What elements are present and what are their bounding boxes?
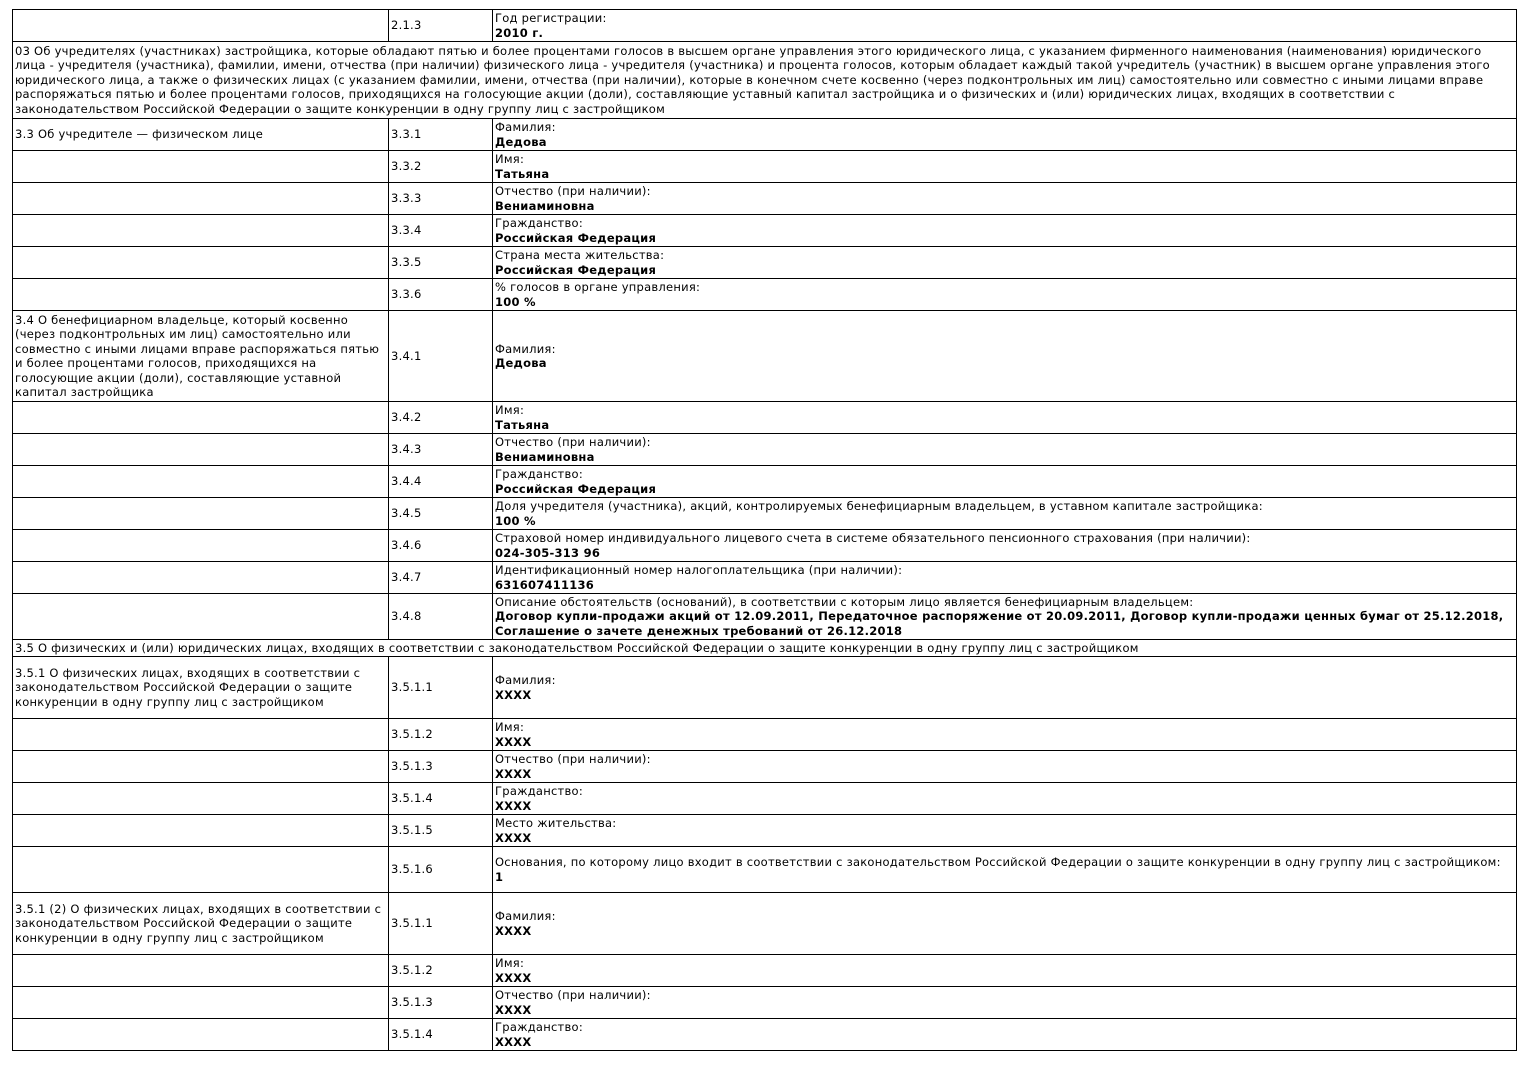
row-content — [493, 10, 1517, 42]
table-row — [13, 657, 1517, 719]
row-code: 3.5.1.3 — [389, 751, 493, 783]
field-label: Гражданство: — [495, 1020, 583, 1034]
row-code: 3.4.1 — [389, 311, 493, 402]
section-3-4-title: 3.4 О бенефициарном владельце, который косвенно (через подконтрольных им лиц) самостоятельно или совместно с иными лицами вправе распоряжаться пятью и более процентами голосов, приходящихся на голосующие акции (доли), составляющие уставной капитал застройщика — [13, 311, 389, 402]
row-content — [493, 311, 1517, 402]
field-value: 024-305-313 96 — [495, 545, 601, 560]
field-value: 100 % — [495, 294, 536, 309]
section-cell — [13, 10, 389, 42]
field-value: Договор купли-продажи акций от 12.09.2011, Передаточное распоряжение от 20.09.2011, Договор купли-продажи ценных бумаг от 25.12.2018, Соглашение о зачете денежных требований от 26.12.2018 — [495, 609, 1504, 638]
field-value: XXXX — [495, 734, 532, 749]
row-code: 3.3.3 — [389, 183, 493, 215]
row-content — [493, 530, 1517, 562]
field-value: Дедова — [495, 356, 547, 370]
table-row — [13, 247, 1517, 279]
row-content — [493, 151, 1517, 183]
row-code: 3.4.7 — [389, 562, 493, 594]
table-row — [13, 751, 1517, 783]
section-cell — [13, 466, 389, 498]
section-cell — [13, 987, 389, 1019]
row-content — [493, 215, 1517, 247]
row-code: 3.4.4 — [389, 466, 493, 498]
table-row — [13, 594, 1517, 640]
table-row — [13, 311, 1517, 402]
table-row — [13, 151, 1517, 183]
row-code: 3.5.1.4 — [389, 783, 493, 815]
table-row — [13, 562, 1517, 594]
field-label: Фамилия: — [495, 909, 556, 923]
field-value: XXXX — [495, 923, 532, 938]
section-cell — [13, 955, 389, 987]
field-value: Российская Федерация — [495, 230, 657, 245]
row-content — [493, 562, 1517, 594]
field-label: Имя: — [495, 956, 525, 970]
table-row — [13, 119, 1517, 151]
row-content — [493, 498, 1517, 530]
row-content — [493, 815, 1517, 847]
section-cell — [13, 562, 389, 594]
row-code: 3.5.1.4 — [389, 1019, 493, 1051]
table-row — [13, 10, 1517, 42]
row-content — [493, 987, 1517, 1019]
section-cell — [13, 183, 389, 215]
field-value: XXXX — [495, 687, 532, 702]
field-value: XXXX — [495, 1002, 532, 1017]
table-row — [13, 466, 1517, 498]
field-label: Доля учредителя (участника), акций, контролируемых бенефициарным владельцем, в уставном капитале застройщика: — [495, 499, 1263, 513]
section-cell — [13, 594, 389, 640]
field-label: Фамилия: — [495, 341, 556, 356]
row-code: 2.1.3 — [389, 10, 493, 42]
field-value: XXXX — [495, 798, 532, 813]
table-row — [13, 719, 1517, 751]
section-cell — [13, 1019, 389, 1051]
section-cell — [13, 247, 389, 279]
field-label: Описание обстоятельств (оснований), в соответствии с которым лицо является бенефициарным владельцем: — [495, 594, 1194, 609]
section-cell — [13, 530, 389, 562]
field-value: Дедова — [495, 134, 547, 149]
field-label: Имя: — [495, 152, 525, 166]
field-value: Российская Федерация — [495, 481, 657, 496]
row-code: 3.4.6 — [389, 530, 493, 562]
field-label: Основания, по которому лицо входит в соответствии с законодательством Российской Федерации о защите конкуренции в одну группу лиц с застройщиком: — [495, 855, 1501, 869]
row-code: 3.3.2 — [389, 151, 493, 183]
row-code: 3.5.1.2 — [389, 719, 493, 751]
row-code: 3.5.1.6 — [389, 847, 493, 893]
field-label: Гражданство: — [495, 216, 583, 230]
row-code: 3.4.2 — [389, 402, 493, 434]
table-row — [13, 279, 1517, 311]
field-value: Российская Федерация — [495, 262, 657, 277]
table-row — [13, 402, 1517, 434]
field-value: 2010 г. — [495, 25, 544, 40]
field-label: Фамилия: — [495, 673, 556, 687]
section-3-5-heading: 3.5 О физических и (или) юридических лицах, входящих в соответствии с законодательством Российской Федерации о защите конкуренции в одну группу лиц с застройщиком — [13, 640, 1517, 657]
field-value: Татьяна — [495, 417, 550, 432]
row-content — [493, 466, 1517, 498]
section-cell — [13, 751, 389, 783]
table-row — [13, 530, 1517, 562]
section-3-5-1-2-title: 3.5.1 (2) О физических лицах, входящих в соответствии с законодательством Российской Федерации о защите конкуренции в одну группу лиц с застройщиком — [13, 893, 389, 955]
field-label: Страховой номер индивидуального лицевого счета в системе обязательного пенсионного страхования (при наличии): — [495, 531, 1251, 545]
field-value: 631607411136 — [495, 577, 595, 592]
field-label: Отчество (при наличии): — [495, 988, 651, 1002]
field-label: Имя: — [495, 403, 525, 417]
row-code: 3.5.1.2 — [389, 955, 493, 987]
field-value: XXXX — [495, 970, 532, 985]
table-row — [13, 183, 1517, 215]
row-code: 3.3.4 — [389, 215, 493, 247]
row-content — [493, 247, 1517, 279]
row-code: 3.5.1.5 — [389, 815, 493, 847]
section-cell — [13, 402, 389, 434]
row-code: 3.5.1.1 — [389, 657, 493, 719]
section-cell — [13, 434, 389, 466]
row-content — [493, 847, 1517, 893]
table-row — [13, 847, 1517, 893]
field-value: XXXX — [495, 766, 532, 781]
table-row — [13, 815, 1517, 847]
row-content — [493, 719, 1517, 751]
table-row — [13, 434, 1517, 466]
section-cell — [13, 719, 389, 751]
field-value: Татьяна — [495, 166, 550, 181]
section-cell — [13, 279, 389, 311]
section-cell — [13, 815, 389, 847]
row-content — [493, 183, 1517, 215]
section-cell — [13, 783, 389, 815]
field-label: Место жительства: — [495, 816, 617, 830]
row-content — [493, 657, 1517, 719]
field-label: Отчество (при наличии): — [495, 184, 651, 198]
row-content — [493, 893, 1517, 955]
field-label: Фамилия: — [495, 120, 556, 134]
field-label: Год регистрации: — [495, 11, 607, 25]
row-code: 3.5.1.1 — [389, 893, 493, 955]
row-code: 3.3.6 — [389, 279, 493, 311]
row-content — [493, 1019, 1517, 1051]
section-heading-row — [13, 42, 1517, 119]
section-3-3-title: 3.3 Об учредителе — физическом лице — [13, 119, 389, 151]
row-content — [493, 594, 1517, 640]
disclosure-table — [12, 9, 1517, 1051]
field-value: XXXX — [495, 1034, 532, 1049]
section-cell — [13, 151, 389, 183]
section-3-5-1-title: 3.5.1 О физических лицах, входящих в соответствии с законодательством Российской Федерации о защите конкуренции в одну группу лиц с застройщиком — [13, 657, 389, 719]
table-row — [13, 955, 1517, 987]
section-cell — [13, 847, 389, 893]
field-label: Гражданство: — [495, 784, 583, 798]
section-cell — [13, 215, 389, 247]
row-content — [493, 119, 1517, 151]
field-label: Имя: — [495, 720, 525, 734]
field-label: Отчество (при наличии): — [495, 435, 651, 449]
row-code: 3.3.1 — [389, 119, 493, 151]
table-row — [13, 893, 1517, 955]
field-label: Отчество (при наличии): — [495, 752, 651, 766]
field-label: Гражданство: — [495, 467, 583, 481]
field-value: Вениаминовна — [495, 198, 595, 213]
table-row — [13, 498, 1517, 530]
field-value: Вениаминовна — [495, 449, 595, 464]
section-cell — [13, 498, 389, 530]
field-label: % голосов в органе управления: — [495, 280, 701, 294]
row-code: 3.3.5 — [389, 247, 493, 279]
table-row — [13, 1019, 1517, 1051]
field-value: 100 % — [495, 513, 536, 528]
section-heading-row — [13, 640, 1517, 657]
field-value: 1 — [495, 869, 504, 884]
row-code: 3.4.8 — [389, 594, 493, 640]
table-row — [13, 783, 1517, 815]
table-row — [13, 215, 1517, 247]
row-content — [493, 751, 1517, 783]
field-label: Идентификационный номер налогоплательщика (при наличии): — [495, 563, 903, 577]
row-code: 3.4.5 — [389, 498, 493, 530]
table-row — [13, 987, 1517, 1019]
row-content — [493, 434, 1517, 466]
row-content — [493, 402, 1517, 434]
row-code: 3.5.1.3 — [389, 987, 493, 1019]
field-value: XXXX — [495, 830, 532, 845]
section-03-heading: 03 Об учредителях (участниках) застройщика, которые обладают пятью и более процентами голосов в высшем органе управления этого юридического лица, с указанием фирменного наименования (наименования) юридического лица - учредителя (участника), фамилии, имени, отчества (при наличии) физического лица - учредителя (участника) и процента голосов, которым обладает каждый такой учредитель (участник) в высшем органе управления этого юридического лица, а также о физических лицах (с указанием фамилии, имени, отчества (при наличии), которые в конечном счете косвенно (через подконтрольных им лиц) самостоятельно или совместно с иными лицами вправе распоряжаться пятью и более процентами голосов, приходящихся на голосующие акции (доли), составляющие уставный капитал застройщика и о физических и (или) юридических лицах, входящих в соответствии с законодательством Российской Федерации о защите конкуренции в одну группу лиц с застройщиком — [13, 42, 1517, 119]
field-label: Страна места жительства: — [495, 248, 665, 262]
row-content — [493, 955, 1517, 987]
row-content — [493, 783, 1517, 815]
row-code: 3.4.3 — [389, 434, 493, 466]
row-content — [493, 279, 1517, 311]
